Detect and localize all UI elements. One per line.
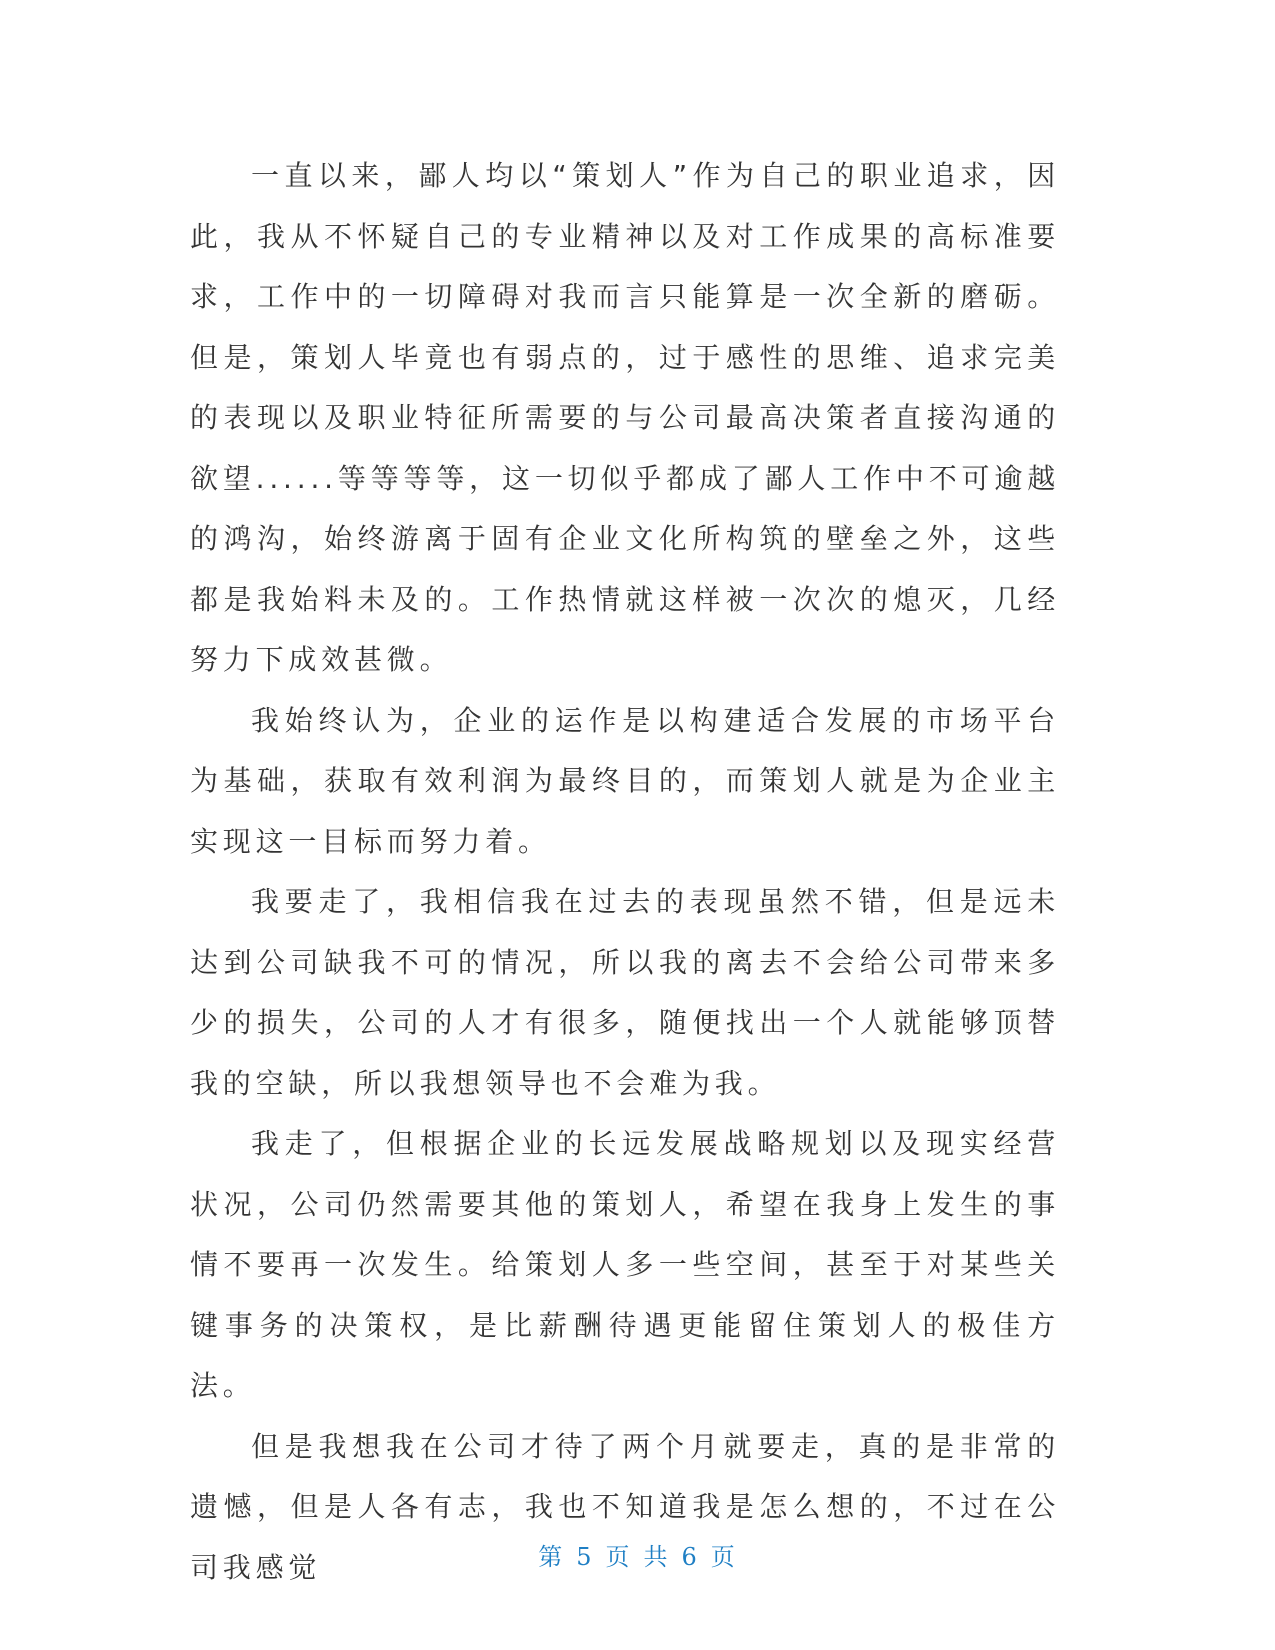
footer-page-word: 页 xyxy=(605,1543,632,1571)
footer-suffix: 页 xyxy=(710,1543,737,1571)
footer-current-page: 5 xyxy=(576,1543,594,1571)
paragraph-1: 一直以来，鄙人均以“策划人”作为自己的职业追求，因此，我从不怀疑自己的专业精神以及对工作成果的高标准要求，工作中的一切障碍对我而言只能算是一次全新的磨砺。但是，策划人毕竟也有弱点的，过于感性的思维、追求完美的表现以及职业特征所需要的与公司最高决策者直接沟通的欲望......等等等等，这一切似乎都成了鄙人工作中不可逾越的鸿沟，始终游离于固有企业文化所构筑的壁垒之外，这些都是我始料未及的。工作热情就这样被一次次的熄灭，几经努力下成效甚微。 xyxy=(190,159,1060,676)
paragraph-4: 我走了，但根据企业的长远发展战略规划以及现实经营状况，公司仍然需要其他的策划人，希望在我身上发生的事情不要再一次发生。给策划人多一些空间，甚至于对某些关键事务的决策权，是比薪酬待遇更能留住策划人的极佳方法。 xyxy=(190,1127,1060,1402)
footer-total-pages: 6 xyxy=(681,1543,699,1571)
paragraph-2: 我始终认为，企业的运作是以构建适合发展的市场平台为基础，获取有效利润为最终目的，而策划人就是为企业主实现这一目标而努力着。 xyxy=(190,703,1060,858)
footer-total-word: 共 xyxy=(643,1543,670,1571)
paragraph-3: 我要走了，我相信我在过去的表现虽然不错，但是远未达到公司缺我不可的情况，所以我的离去不会给公司带来多少的损失，公司的人才有很多，随便找出一个人就能够顶替我的空缺，所以我想领导也不会难为我。 xyxy=(190,885,1060,1100)
document-body xyxy=(190,146,1060,1598)
paragraph-5: 但是我想我在公司才待了两个月就要走，真的是非常的遗憾，但是人各有志，我也不知道我是怎么想的，不过在公司我感觉 xyxy=(190,1429,1060,1584)
page-footer xyxy=(0,1537,1275,1572)
footer-prefix: 第 xyxy=(538,1543,565,1571)
